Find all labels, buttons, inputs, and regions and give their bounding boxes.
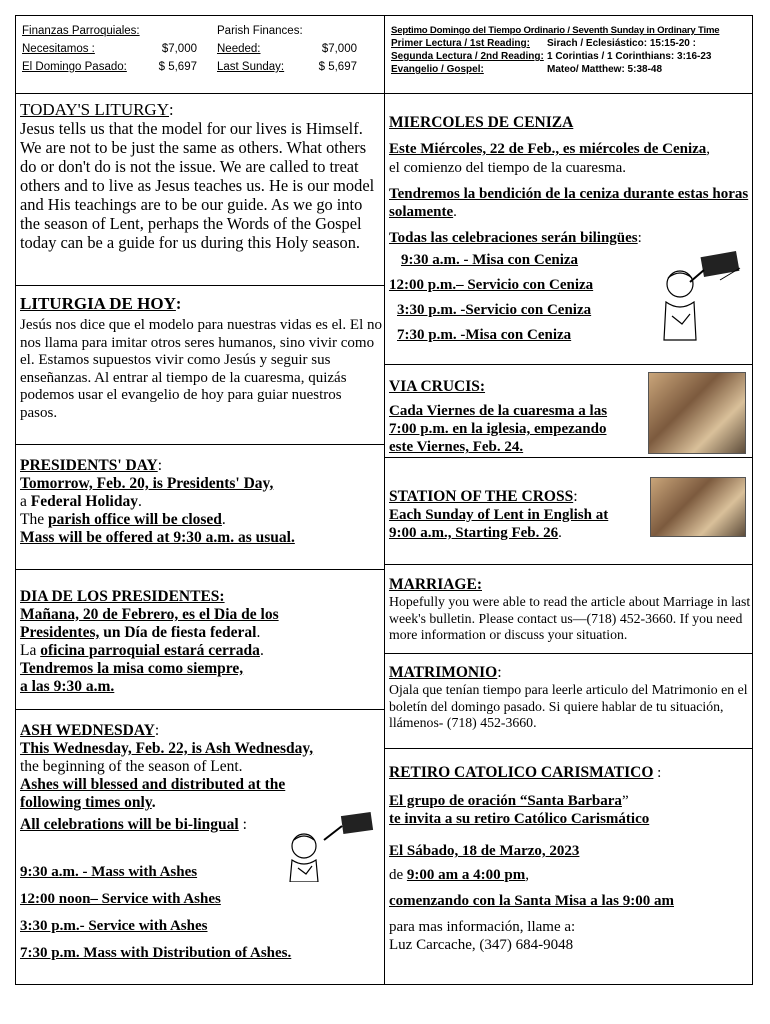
via-body: Cada Viernes de la cuaresma a las 7:00 p.m. en la iglesia, empezando este Viernes, Feb. 24.	[389, 403, 608, 455]
presidents-es-office: oficina parroquial estará cerrada	[40, 642, 260, 659]
ash-en-line5: All celebrations will be bi-lingual	[20, 816, 239, 833]
retiro-title: RETIRO CATOLICO CARISMATICO	[389, 764, 654, 781]
retiro-line2: te invita a su retiro Católico Carismático	[389, 811, 650, 827]
presidents-es-line1: Mañana, 20 de Febrero, es el Dia de los	[20, 606, 279, 623]
finances-es-need-value: $7,000	[161, 43, 197, 55]
ash-en-line2: the beginning of the season of Lent.	[20, 758, 243, 775]
right-divider-2	[384, 457, 753, 458]
ceniza: MIERCOLES DE CENIZA Este Miércoles, 22 de Feb., es miércoles de Ceniza, el comienzo del tiempo de la cuaresma. Tendremos la bendición de la ceniza durante estas horas solamente. Todas las celebraciones serán bilingües:	[389, 114, 749, 246]
left-divider-1	[15, 285, 385, 286]
ceniza-title: MIERCOLES DE CENIZA	[389, 114, 574, 131]
finances-es-last-label: El Domingo Pasado:	[22, 61, 127, 73]
ash-en-time-4: 7:30 p.m. Mass with Distribution of Ashes.	[20, 945, 292, 961]
retiro-line7: Luz Carcache, (347) 684-9048	[389, 937, 574, 953]
presidents-en-line4: Mass will be offered at 9:30 a.m. as usual.	[20, 529, 295, 546]
left-divider-3	[15, 569, 385, 570]
presidents-es-line5: a las 9:30 a.m.	[20, 678, 115, 695]
presidents-en-holiday: Federal Holiday	[30, 493, 138, 510]
stations-painting-2	[650, 477, 746, 537]
finances-es-last-value: $ 5,697	[158, 61, 197, 73]
retiro-line1-end: ”	[621, 793, 629, 809]
ash-en-time-1: 9:30 a.m. - Mass with Ashes	[20, 864, 198, 880]
ceniza-time-1: 9:30 a.m. - Misa con Ceniza	[401, 252, 579, 268]
gospel-label: Evangelio / Gospel:	[391, 64, 484, 75]
retiro: RETIRO CATOLICO CARISMATICO : El grupo de oración “Santa Barbara” te invita a su retiro Católico Carismático El Sábado, 18 de Marzo, 2023 de 9:00 am a 4:00 pm, comenzando con la Santa Misa a las 9:00 am para mas información, llame a: Luz Carcache, (347) 684-9048	[389, 764, 751, 954]
via-crucis	[389, 378, 634, 456]
liturgy-en: TODAY'S LITURGY: Jesus tells us that the model for our lives is Himself. We are not to be just the same as others. What others do or don't do is not the issue. We are called to treat others and to live as Jesus teaches us. He is our model and His teachings are to be our guide. As we go into the season of Lent, perhaps the Words of the Gospel today can be a guide for us during this Holy season.	[20, 100, 382, 252]
gospel-value: Mateo/ Matthew: 5:38-48	[547, 64, 663, 75]
finances-en-last-label: Last Sunday:	[217, 61, 285, 73]
finances-en-last-value: $ 5,697	[318, 61, 357, 73]
ceniza-time-2: 12:00 p.m.– Servicio con Ceniza	[389, 277, 594, 293]
left-divider-4	[15, 709, 385, 710]
retiro-line3: El Sábado, 18 de Marzo, 2023	[389, 843, 580, 859]
station-body: Each Sunday of Lent in English at 9:00 a.m., Starting Feb. 26	[389, 507, 609, 541]
finances-es-title: Finanzas Parroquiales:	[22, 25, 140, 37]
presidents-es-line4: Tendremos la misa como siempre,	[20, 660, 244, 677]
retiro-hours: 9:00 am a 4:00 pm	[406, 867, 526, 883]
liturgy-es: LITURGIA DE HOY: Jesús nos dice que el modelo para nuestras vidas es el. El no nos llama para imitar otros seres humanos, sino vivir como el. Estamos supuestos vivir como Jesús y seguir sus enseñanzas. Al entrar al tiempo de la cuaresma, quizás podemos usar el evangelio de hoy para guiar nuestros pasos.	[20, 294, 382, 421]
ceniza-line3: Tendremos la bendición de la ceniza durante estas horas solamente	[389, 186, 749, 220]
presidents-en-line2a: a	[20, 493, 31, 510]
liturgy-en-title: TODAY'S LITURGY	[20, 100, 169, 119]
finances-en-title: Parish Finances:	[217, 25, 303, 37]
retiro-line1: El grupo de oración “Santa Barbara	[389, 793, 622, 809]
ash-en-line3: Ashes will blessed and distributed at the	[20, 776, 286, 793]
ash-en-line4: following times only	[20, 794, 152, 811]
finances-es-need-label: Necesitamos :	[22, 43, 95, 55]
frame-left	[15, 15, 16, 985]
reading-2-value: 1 Corintias / 1 Corinthians: 3:16-23	[547, 51, 712, 62]
presidents-es-line3a: La	[20, 642, 41, 659]
presidents-en-office: parish office will be closed	[47, 511, 222, 528]
liturgy-en-body: Jesus tells us that the model for our lives is Himself. We are not to be just the same as others. What others do or don't do is not the issue. We are called to treat others and to live as Jesus teaches us. He is our model and His teachings are to be our guide. As we go into the season of Lent, perhaps the Words of the Gospel today can be a guide for us during this Holy season.	[20, 119, 375, 252]
station-of-cross: STATION OF THE CROSS: Each Sunday of Lent in English at 9:00 a.m., Starting Feb. 26.	[389, 488, 609, 541]
right-divider-4	[384, 653, 753, 654]
matrimonio-body: Ojala que tenían tiempo para leerle articulo del Matrimonio en el boletín del domingo pasado. Si quiere hablar de tu situación, llámenos- (718) 452-3660.	[389, 682, 748, 730]
readings-title: Septimo Domingo del Tiempo Ordinario / Seventh Sunday in Ordinary Time	[391, 25, 720, 36]
matrimonio: MATRIMONIO: Ojala que tenían tiempo para leerle articulo del Matrimonio en el boletín del domingo pasado. Si quiere hablar de tu situación, llámenos- (718) 452-3660.	[389, 664, 751, 732]
reading-2-label: Segunda Lectura / 2nd Reading:	[391, 51, 544, 62]
via-title: VIA CRUCIS:	[389, 378, 486, 395]
presidents-en: PRESIDENTS' DAY: Tomorrow, Feb. 20, is Presidents' Day, a Federal Holiday. The parish office will be closed. Mass will be offered at 9:30 a.m. as usual.	[20, 457, 380, 547]
right-divider-1	[384, 364, 753, 365]
right-divider-5	[384, 748, 753, 749]
presidents-es: DIA DE LOS PRESIDENTES: Mañana, 20 de Febrero, es el Dia de los Presidentes, un Día de fiesta federal. La oficina parroquial estará cerrada. Tendremos la misa como siempre, a las 9:30 a.m.	[20, 588, 380, 696]
ash-en-title: ASH WEDNESDAY	[20, 722, 155, 739]
ceniza-time-4: 7:30 p.m. -Misa con Ceniza	[397, 327, 572, 343]
right-divider-3	[384, 564, 753, 565]
reading-1-value: Sirach / Eclesiástico: 15:15-20 :	[547, 38, 696, 49]
priest-ashes-illustration-left	[284, 812, 378, 882]
station-title: STATION OF THE CROSS	[389, 488, 574, 505]
marriage-body: Hopefully you were able to read the article about Marriage in last week's bulletin. Please contact us—(718) 452-3660. If you need more information or discuss your situation.	[389, 594, 751, 642]
marriage-title: MARRIAGE:	[389, 576, 482, 593]
retiro-line4a: de	[389, 867, 407, 883]
ceniza-times	[389, 252, 659, 352]
stations-painting-1	[648, 372, 746, 454]
ash-en-time-3: 3:30 p.m.- Service with Ashes	[20, 918, 208, 934]
finances-en-need-value: $7,000	[321, 43, 357, 55]
header-divider	[15, 93, 753, 94]
presidents-en-line3a: The	[20, 511, 48, 528]
marriage	[389, 576, 751, 644]
reading-1-label: Primer Lectura / 1st Reading:	[391, 38, 530, 49]
priest-ashes-illustration-right	[660, 250, 750, 342]
ash-en-time-2: 12:00 noon– Service with Ashes	[20, 891, 221, 907]
finances-es	[22, 22, 197, 76]
presidents-en-line1: Tomorrow, Feb. 20, is Presidents' Day,	[20, 475, 274, 492]
ash-en-line1: This Wednesday, Feb. 22, is Ash Wednesday,	[20, 740, 314, 757]
presidents-es-line2a: Presidentes,	[20, 624, 100, 641]
ceniza-time-3: 3:30 p.m. -Servicio con Ceniza	[397, 302, 592, 318]
ceniza-line4: Todas las celebraciones serán bilingües	[389, 230, 638, 246]
retiro-line6: para mas información, llame a:	[389, 919, 576, 935]
left-divider-2	[15, 444, 385, 445]
matrimonio-title: MATRIMONIO	[389, 664, 498, 681]
ceniza-line2: el comienzo del tiempo de la cuaresma.	[389, 160, 626, 176]
presidents-es-line2b: un Día de fiesta federal	[99, 624, 257, 641]
liturgy-es-body: Jesús nos dice que el modelo para nuestras vidas es el. El no nos llama para imitar otros seres humanos, sino vivir como el. Estamos supuestos vivir como Jesús y seguir sus enseñanzas. Al entrar al tiempo de la cuaresma, quizás podemos usar el evangelio de hoy para guiar nuestros pasos.	[20, 317, 382, 421]
ash-wednesday-en: ASH WEDNESDAY: This Wednesday, Feb. 22, is Ash Wednesday, the beginning of the season of Lent. Ashes will blessed and distributed at the following times only. All celebrations will be bi-lingual :	[20, 722, 380, 834]
finances-en-need-label: Needed:	[217, 43, 261, 55]
retiro-line5: comenzando con la Santa Misa a las 9:00 am	[389, 893, 674, 909]
presidents-en-title: PRESIDENTS' DAY	[20, 457, 158, 474]
readings	[391, 24, 751, 76]
ceniza-line1: Este Miércoles, 22 de Feb., es miércoles de Ceniza	[389, 141, 707, 157]
frame-right	[752, 15, 753, 985]
presidents-es-title: DIA DE LOS PRESIDENTES:	[20, 588, 225, 605]
column-divider	[384, 15, 385, 985]
liturgy-es-title: LITURGIA DE HOY	[20, 294, 176, 313]
finances-en	[217, 22, 357, 76]
